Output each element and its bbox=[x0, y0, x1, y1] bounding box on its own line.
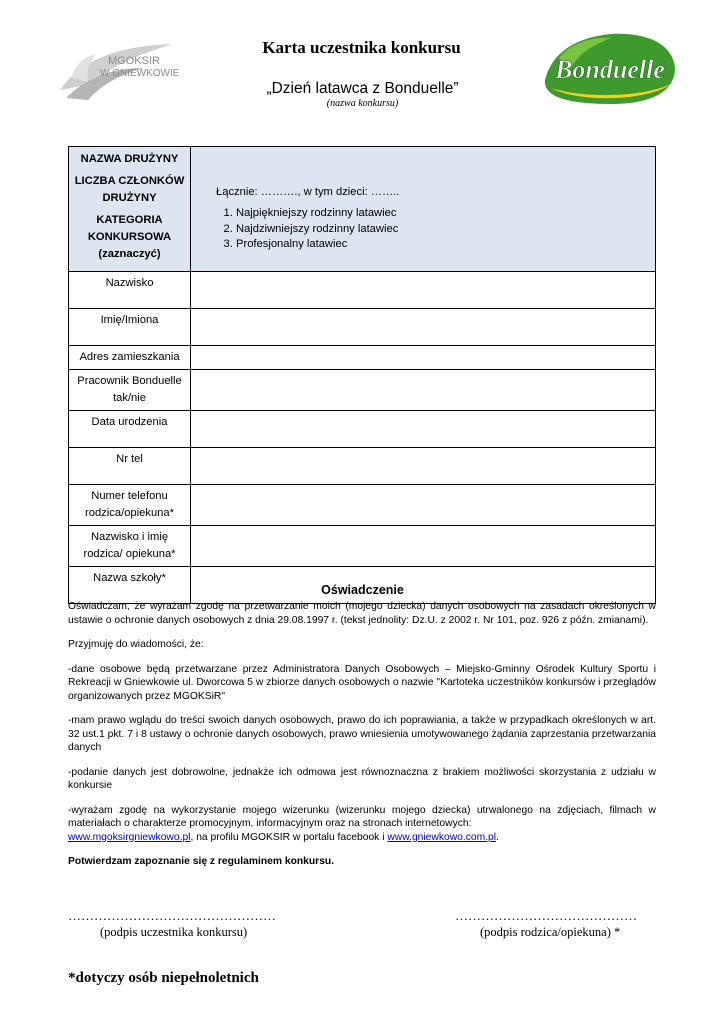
field-label-names: Imię/Imiona bbox=[69, 309, 191, 346]
field-input-surname[interactable] bbox=[191, 272, 656, 309]
field-input-parent-name[interactable] bbox=[191, 526, 656, 567]
field-input-address[interactable] bbox=[191, 346, 656, 370]
field-row-parent-name bbox=[69, 526, 656, 567]
declaration-consent: Oświadczam, że wyrażam zgodę na przetwarzanie moich (mojego dziecka) danych osobowych na zasadach określonych w ustawie o ochronie danych osobowych z dnia 29.08.1997 r. (tekst jednolity: Dz.U. z 2002 r. Nr 101, poz. 926 z późn. zmianami). bbox=[68, 601, 656, 626]
team-row bbox=[69, 147, 656, 272]
declaration-text bbox=[68, 600, 656, 880]
parent-signature-line[interactable]: …………………………………… bbox=[455, 908, 637, 923]
field-row-address bbox=[69, 346, 656, 370]
declaration-administrator: -dane osobowe będą przetwarzane przez Administratora Danych Osobowych – Miejsko-Gminny Ośrodek Kultury Sportu i Rekreacji w Gniewkowie ul. Dworcowa 5 w zbiorze danych osobowych o nazwie "Kartoteka uczestników konkursów i przeglądów organizowanych przez MGOKSiR" bbox=[68, 663, 656, 702]
participant-signature-label: (podpis uczestnika konkursu) bbox=[100, 925, 248, 939]
field-label-employee: Pracownik Bonduelle tak/nie bbox=[69, 370, 191, 411]
category-option[interactable]: 3. Profesjonalny latawiec bbox=[236, 237, 655, 253]
category-list bbox=[216, 206, 655, 253]
declaration-voluntary: -podanie danych jest dobrowolne, jednakże ich odmowa jest równoznaczna z brakiem możliwości skorzystania z udziału w konkursie bbox=[68, 766, 656, 791]
field-row-phone bbox=[69, 448, 656, 485]
participant-form bbox=[68, 146, 656, 604]
field-row-birthdate bbox=[69, 411, 656, 448]
rules-confirmation: Potwierdzam zapoznanie się z regulaminem konkursu. bbox=[68, 856, 335, 867]
contest-name-note: (nazwa konkursu) bbox=[326, 98, 399, 109]
image-consent-mid: , na profilu MGOKSIR w portalu facebook i bbox=[190, 831, 388, 843]
category-option[interactable]: 1. Najpiękniejszy rodzinny latawiec bbox=[236, 206, 655, 222]
declaration-ack: Przyjmuję do wiadomości, że: bbox=[68, 639, 204, 650]
team-name-label: NAZWA DRUŻYNY bbox=[80, 153, 179, 165]
team-category-label: KATEGORIA KONKURSOWA (zaznaczyć) bbox=[87, 214, 172, 260]
image-consent-end: . bbox=[496, 831, 499, 843]
field-label-phone: Nr tel bbox=[69, 448, 191, 485]
team-name-field[interactable] bbox=[216, 147, 655, 185]
field-input-names[interactable] bbox=[191, 309, 656, 346]
team-values[interactable] bbox=[191, 147, 656, 272]
field-label-address: Adres zamieszkania bbox=[69, 346, 191, 370]
logo-left-line2: W GNIEWKOWIE bbox=[100, 68, 180, 79]
field-input-employee[interactable] bbox=[191, 370, 656, 411]
parent-signature-label: (podpis rodzica/opiekuna) * bbox=[480, 925, 621, 939]
declaration-image-consent bbox=[68, 804, 656, 845]
field-label-school: Nazwa szkoły* bbox=[69, 567, 191, 604]
team-count-label: LICZBA CZŁONKÓW DRUŻYNY bbox=[74, 175, 185, 204]
minors-footnote: *dotyczy osób niepełnoletnich bbox=[68, 970, 259, 986]
field-input-birthdate[interactable] bbox=[191, 411, 656, 448]
field-label-surname: Nazwisko bbox=[69, 272, 191, 309]
declaration-rights: -mam prawo wglądu do treści swoich danych osobowych, prawo do ich poprawiania, a także w przypadkach określonych w art. 32 ust.1 pkt. 7 i 8 ustawy o ochronie danych osobowych, prawo wniesienia umotywowanego żądania zaprzestania przetwarzania danych bbox=[68, 715, 656, 753]
team-count-field[interactable]: Łącznie: ………., w tym dzieci: …….. bbox=[216, 186, 400, 198]
contest-name: „Dzień latawca z Bonduelle” bbox=[266, 80, 459, 97]
gniewkowo-link[interactable]: www.gniewkowo.com.pl bbox=[387, 831, 497, 843]
field-row-parent-phone bbox=[69, 485, 656, 526]
page-title bbox=[0, 38, 725, 58]
participant-signature-line[interactable]: ………………………………………… bbox=[68, 908, 276, 923]
logo-left-line1: MGOKSIR bbox=[108, 55, 160, 67]
category-option[interactable]: 2. Najdziwniejszy rodzinny latawiec bbox=[236, 222, 655, 238]
team-labels bbox=[69, 147, 191, 272]
declaration-title: Oświadczenie bbox=[321, 583, 404, 597]
field-label-birthdate: Data urodzenia bbox=[69, 411, 191, 448]
field-row-names bbox=[69, 309, 656, 346]
field-row-surname bbox=[69, 272, 656, 309]
logo-right-text: Bonduelle bbox=[555, 55, 665, 84]
page-title-text: Karta uczestnika konkursu bbox=[262, 38, 461, 57]
field-label-parent-name: Nazwisko i imię rodzica/ opiekuna* bbox=[69, 526, 191, 567]
image-consent-text: -wyrażam zgodę na wykorzystanie mojego wizerunku (wizerunku mojego dziecka) utrwalonego na zdjęciach, filmach w materiałach o charakterze promocyjnym, informacyjnym oraz na stronach internetowych: bbox=[68, 804, 656, 829]
field-input-phone[interactable] bbox=[191, 448, 656, 485]
field-input-parent-phone[interactable] bbox=[191, 485, 656, 526]
field-row-employee bbox=[69, 370, 656, 411]
field-label-parent-phone: Numer telefonu rodzica/opiekuna* bbox=[69, 485, 191, 526]
mgoksir-link[interactable]: www.mgoksirgniewkowo.pl bbox=[68, 831, 191, 843]
